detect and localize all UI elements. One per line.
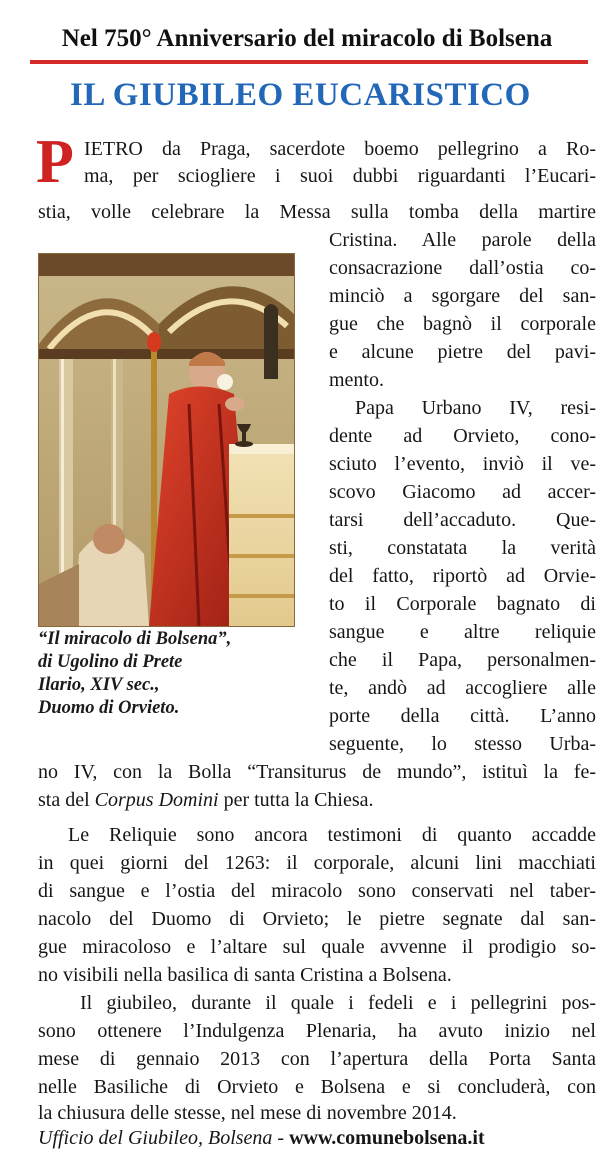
para1-line: e alcune pietre del pavi- [329, 341, 596, 363]
para2-line: scovo Giacomo ad accer- [329, 481, 596, 503]
para2-line-last [38, 787, 374, 813]
para1-line: Cristina. Alle parole della [329, 229, 596, 251]
para3-line: gue miracoloso e l’altare sul quale avvenne il prodigio so- [38, 936, 596, 958]
para1-line: minciò a sgorgare del san- [329, 285, 596, 307]
para3-line: di sangue e l’ostia del miracolo sono conservati nel taber- [38, 880, 596, 902]
header-divider [30, 60, 588, 64]
para1-line: IETRO da Praga, sacerdote boemo pellegrino a Ro- [84, 138, 596, 160]
para2-italic-text: Corpus Domini [94, 789, 219, 811]
painting-illustration [39, 254, 294, 626]
caption-line: Ilario, XIV sec., [38, 675, 160, 695]
para2-line: to il Corporale bagnato di [329, 593, 596, 615]
para2-line: dente ad Orvieto, cono- [329, 425, 596, 447]
para2-line: del fatto, riportò ad Orvie- [329, 565, 596, 587]
para2-line: no IV, con la Bolla “Transiturus de mundo”, istituì la fe- [38, 761, 596, 783]
para1-line: stia, volle celebrare la Messa sulla tomba della martire [38, 201, 596, 223]
para4-line: sono ottenere l’Indulgenza Plenaria, ha avuto inizio nel [38, 1020, 596, 1042]
para2-line: sti, constatata la verità [329, 537, 596, 559]
para2-line: tarsi dell’accaduto. Que- [329, 509, 596, 531]
para3-line: no visibili nella basilica di santa Cristina a Bolsena. [38, 964, 452, 986]
para2-text: sta del [38, 789, 95, 811]
miracle-painting [38, 253, 295, 627]
para1-line: consacrazione dall’ostia co- [329, 257, 596, 279]
footer-separator: - [272, 1127, 290, 1149]
drop-cap: P [36, 128, 74, 196]
para2-line: sangue e altre reliquie [329, 621, 596, 643]
para2-line: sciuto l’evento, inviò il ve- [329, 453, 596, 475]
footer-website-link[interactable]: www.comunebolsena.it [289, 1127, 485, 1149]
article-title: IL GIUBILEO EUCARISTICO [70, 77, 531, 113]
para4-line: nelle Basiliche di Orvieto e Bolsena e si concluderà, con [38, 1076, 596, 1098]
para4-line: mese di gennaio 2013 con l’apertura della Porta Santa [38, 1048, 596, 1070]
para4-line: Il giubileo, durante il quale i fedeli e i pellegrini pos- [80, 992, 596, 1014]
para1-line: gue che bagnò il corporale [329, 313, 596, 335]
para4-line: la chiusura delle stesse, nel mese di novembre 2014. [38, 1102, 457, 1124]
para3-line: Le Reliquie sono ancora testimoni di quanto accadde [68, 824, 596, 846]
caption-line: “Il miracolo di Bolsena”, [38, 629, 232, 649]
para3-line: nacolo del Duomo di Orvieto; le pietre segnate dal san- [38, 908, 596, 930]
para2-line: Papa Urbano IV, resi- [355, 397, 596, 419]
page-header: Nel 750° Anniversario del miracolo di Bolsena [61, 25, 553, 52]
para2-line: te, andò ad accogliere alle [329, 677, 596, 699]
painting-caption [38, 628, 308, 720]
caption-line: di Ugolino di Prete [38, 652, 183, 672]
footer-office: Ufficio del Giubileo, Bolsena [38, 1127, 273, 1149]
para2-line: che il Papa, personalmen- [329, 649, 596, 671]
para2-line: porte della città. L’anno [329, 705, 596, 727]
para2-line: seguente, lo stesso Urba- [329, 733, 596, 755]
para3-line: in quei giorni del 1263: il corporale, alcuni lini macchiati [38, 852, 596, 874]
article-footer [38, 1125, 594, 1151]
para2-text: per tutta la Chiesa. [218, 789, 374, 811]
para1-line: mento. [329, 369, 384, 391]
para1-line: ma, per sciogliere i suoi dubbi riguardanti l’Eucari- [84, 165, 596, 187]
caption-line: Duomo di Orvieto. [38, 698, 180, 718]
